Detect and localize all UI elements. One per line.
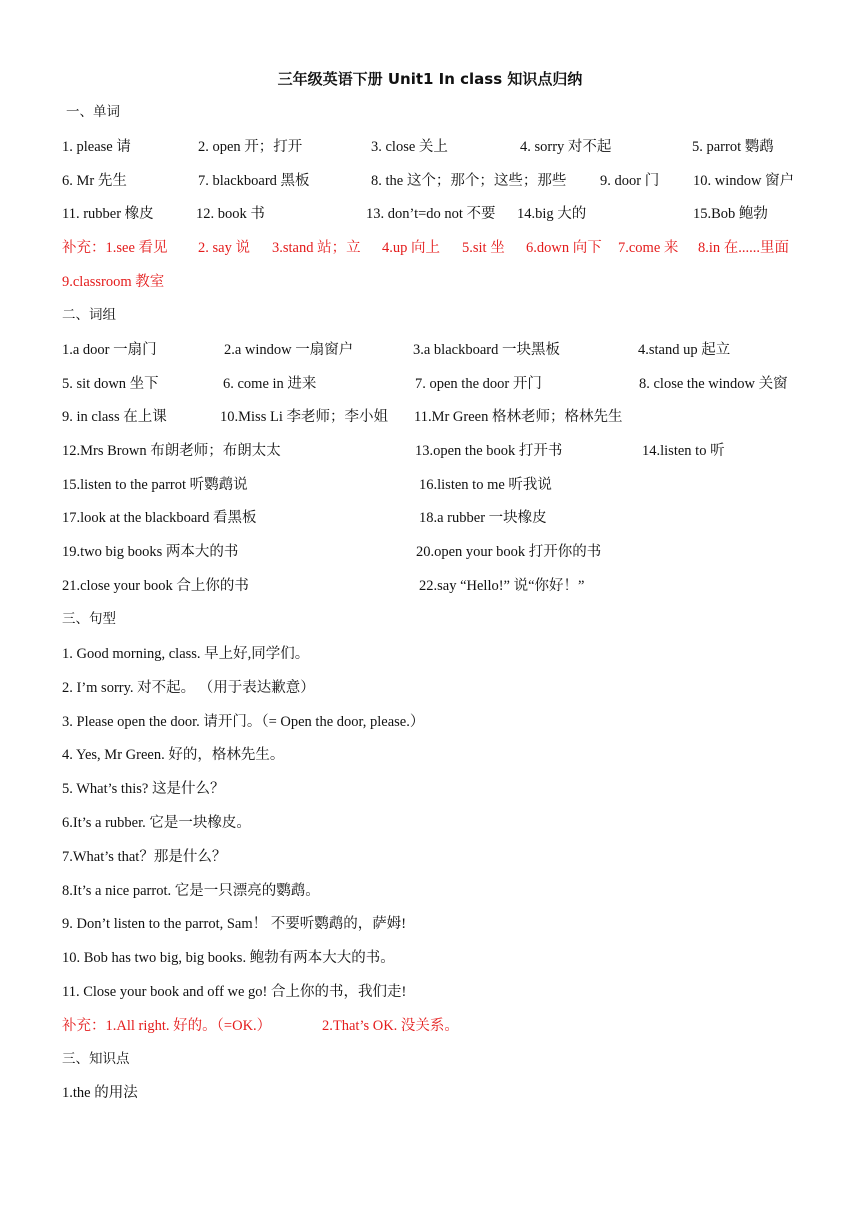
phrase-item: 11.Mr Green 格林老师；格林先生 [414, 409, 623, 425]
words-row-1 [62, 136, 822, 158]
word-item: 6. Mr 先生 [62, 173, 127, 189]
phrases-row-7 [62, 541, 822, 563]
word-item: 10. window 窗户 [693, 173, 795, 189]
phrase-item: 20.open your book 打开你的书 [416, 544, 602, 560]
word-item: 8. the 这个；那个；这些；那些 [371, 173, 567, 189]
sentence-item: 2. I’m sorry. 对不起。 （用于表达歉意） [62, 680, 315, 696]
phrases-row-4 [62, 440, 822, 462]
word-item: 7. blackboard 黑板 [198, 173, 310, 189]
sentence-item: 4. Yes, Mr Green. 好的，格林先生。 [62, 747, 285, 763]
phrase-item: 9. in class 在上课 [62, 409, 167, 425]
phrase-item: 16.listen to me 听我说 [419, 477, 552, 493]
phrase-item: 6. come in 进来 [223, 376, 317, 392]
phrase-item: 19.two big books 两本大的书 [62, 544, 239, 560]
sentence-supplement-row [62, 1015, 822, 1037]
word-item: 11. rubber 橡皮 [62, 206, 154, 222]
phrases-row-3 [62, 406, 822, 428]
supplement-sentence: 补充：1.All right. 好的。（=OK.） [62, 1018, 272, 1034]
phrase-item: 2.a window 一扇窗户 [224, 342, 354, 358]
phrase-item: 8. close the window 关窗 [639, 376, 788, 392]
word-item: 1. please 请 [62, 139, 131, 155]
supplement-word: 补充：1.see 看见 [62, 240, 168, 256]
supplement-word: 3.stand 站；立 [272, 240, 361, 256]
sentence-item: 9. Don’t listen to the parrot, Sam！ 不要听鹦鹉的，萨姆! [62, 916, 407, 932]
supplement-word: 4.up 向上 [382, 240, 440, 256]
word-item: 13. don’t=do not 不要 [366, 206, 496, 222]
words-supplement-row-2: 9.classroom 教室 [62, 274, 165, 290]
word-item: 15.Bob 鲍勃 [693, 206, 768, 222]
sentence-item: 11. Close your book and off we go! 合上你的书，我们走! [62, 984, 407, 1000]
word-item: 9. door 门 [600, 173, 660, 189]
word-item: 2. open 开；打开 [198, 139, 303, 155]
phrase-item: 21.close your book 合上你的书 [62, 578, 249, 594]
sentence-item: 3. Please open the door. 请开门。（= Open the door, please.） [62, 714, 425, 730]
phrase-item: 10.Miss Li 李老师；李小姐 [220, 409, 388, 425]
phrase-item: 1.a door 一扇门 [62, 342, 157, 358]
phrase-item: 15.listen to the parrot 听鹦鹉说 [62, 477, 248, 493]
word-item: 4. sorry 对不起 [520, 139, 612, 155]
word-item: 3. close 关上 [371, 139, 448, 155]
page-title: 三年级英语下册 Unit1 In class 知识点归纳 [277, 70, 583, 88]
phrase-item: 17.look at the blackboard 看黑板 [62, 510, 257, 526]
phrases-row-5 [62, 474, 822, 496]
word-item: 14.big 大的 [517, 206, 587, 222]
section-words-heading: 一、单词 [66, 104, 120, 120]
phrases-row-8 [62, 575, 822, 597]
word-item: 5. parrot 鹦鹉 [692, 139, 774, 155]
phrase-item: 7. open the door 开门 [415, 376, 542, 392]
supplement-word: 8.in 在......里面 [698, 240, 790, 256]
phrase-item: 3.a blackboard 一块黑板 [413, 342, 560, 358]
knowledge-item: 1.the 的用法 [62, 1085, 138, 1101]
phrases-row-6 [62, 507, 822, 529]
word-item: 12. book 书 [196, 206, 265, 222]
sentence-item: 1. Good morning, class. 早上好,同学们。 [62, 646, 310, 662]
phrase-item: 5. sit down 坐下 [62, 376, 159, 392]
sentence-item: 10. Bob has two big, big books. 鲍勃有两本大大的书。 [62, 950, 395, 966]
sentence-item: 8.It’s a nice parrot. 它是一只漂亮的鹦鹉。 [62, 883, 320, 899]
phrase-item: 13.open the book 打开书 [415, 443, 563, 459]
phrase-item: 14.listen to 听 [642, 443, 725, 459]
section-phrases-heading: 二、词组 [62, 307, 116, 323]
sentence-item: 7.What’s that？那是什么？ [62, 849, 227, 865]
supplement-word: 7.come 来 [618, 240, 679, 256]
supplement-word: 2. say 说 [198, 240, 250, 256]
words-supplement-row-1 [62, 237, 822, 259]
words-row-3 [62, 203, 822, 225]
sentence-item: 5. What’s this? 这是什么？ [62, 781, 225, 797]
supplement-sentence: 2.That’s OK. 没关系。 [322, 1018, 459, 1034]
phrase-item: 12.Mrs Brown 布朗老师；布朗太太 [62, 443, 281, 459]
phrase-item: 4.stand up 起立 [638, 342, 731, 358]
phrase-item: 18.a rubber 一块橡皮 [419, 510, 547, 526]
words-row-2 [62, 170, 822, 192]
section-sentences-heading: 三、句型 [62, 611, 116, 627]
sentence-item: 6.It’s a rubber. 它是一块橡皮。 [62, 815, 251, 831]
phrases-row-1 [62, 339, 822, 361]
supplement-word: 6.down 向下 [526, 240, 602, 256]
section-knowledge-heading: 三、知识点 [62, 1051, 130, 1067]
phrases-row-2 [62, 373, 822, 395]
supplement-word: 5.sit 坐 [462, 240, 505, 256]
phrase-item: 22.say “Hello!” 说“你好！” [419, 578, 585, 594]
